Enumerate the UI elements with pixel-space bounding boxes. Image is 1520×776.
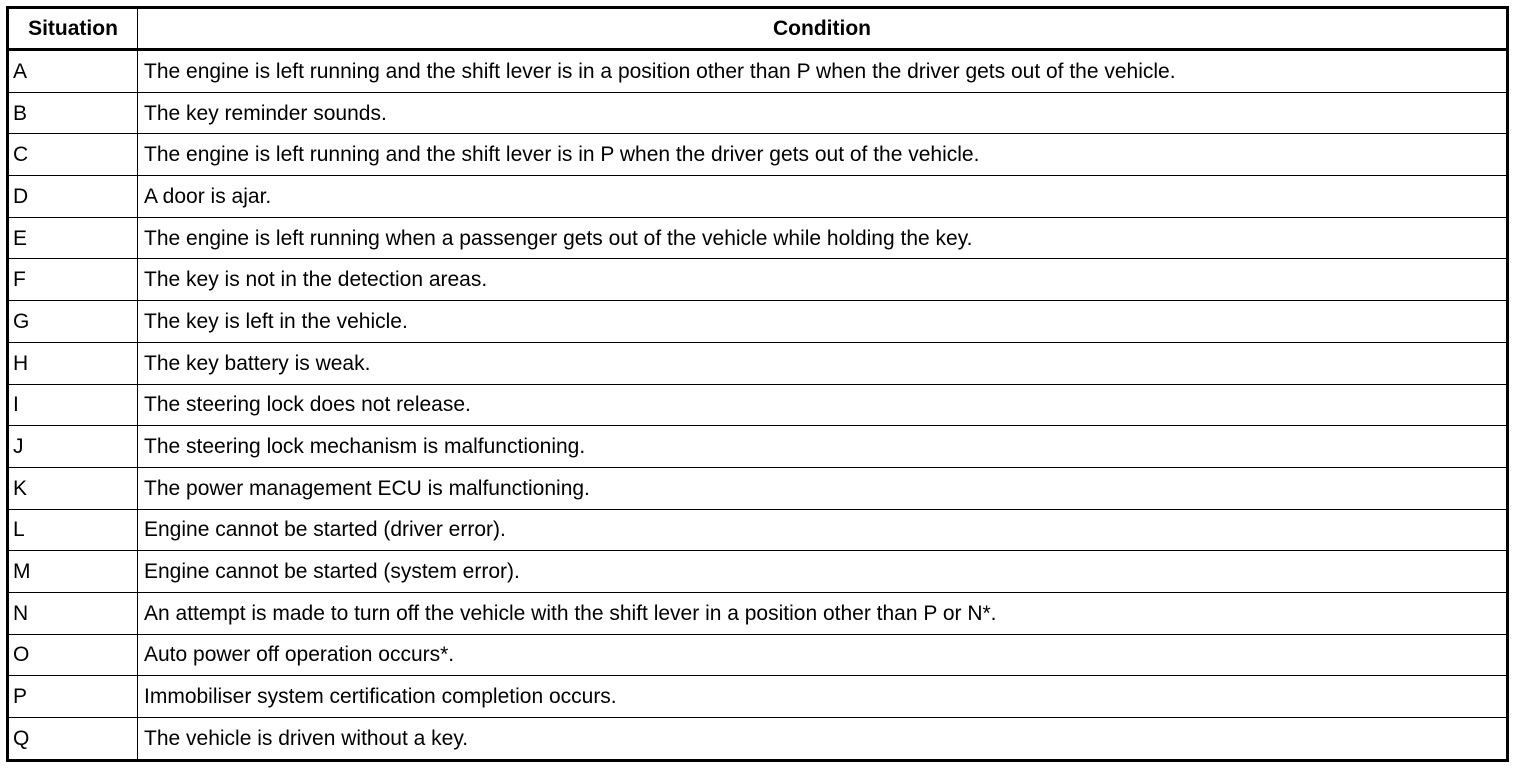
table-row	[8, 176, 1508, 218]
condition-cell: Auto power off operation occurs*.	[138, 634, 1508, 676]
table-row	[8, 551, 1508, 593]
header-condition: Condition	[138, 8, 1508, 50]
condition-cell: The key reminder sounds.	[138, 92, 1508, 134]
condition-cell: Engine cannot be started (driver error).	[138, 509, 1508, 551]
table-row	[8, 50, 1508, 93]
condition-cell: The steering lock mechanism is malfunctioning.	[138, 426, 1508, 468]
condition-cell: The engine is left running and the shift lever is in a position other than P when the driver gets out of the vehicle.	[138, 50, 1508, 93]
table-row	[8, 259, 1508, 301]
condition-cell: An attempt is made to turn off the vehicle with the shift lever in a position other than P or N*.	[138, 592, 1508, 634]
condition-cell: The vehicle is driven without a key.	[138, 718, 1508, 761]
table-row	[8, 217, 1508, 259]
condition-cell: The key is not in the detection areas.	[138, 259, 1508, 301]
condition-cell: The power management ECU is malfunctioning.	[138, 467, 1508, 509]
condition-cell: The key is left in the vehicle.	[138, 301, 1508, 343]
situation-cell: K	[8, 467, 138, 509]
condition-cell: Immobiliser system certification completion occurs.	[138, 676, 1508, 718]
situation-cell: D	[8, 176, 138, 218]
table-row	[8, 676, 1508, 718]
condition-cell: Engine cannot be started (system error).	[138, 551, 1508, 593]
situation-cell: Q	[8, 718, 138, 761]
condition-cell: The engine is left running when a passenger gets out of the vehicle while holding the key.	[138, 217, 1508, 259]
situation-cell: J	[8, 426, 138, 468]
situation-cell: F	[8, 259, 138, 301]
situation-cell: I	[8, 384, 138, 426]
situation-condition-table	[6, 6, 1509, 762]
situation-cell: O	[8, 634, 138, 676]
table-row	[8, 301, 1508, 343]
condition-cell: The steering lock does not release.	[138, 384, 1508, 426]
situation-cell: A	[8, 50, 138, 93]
situation-cell: H	[8, 342, 138, 384]
table-row	[8, 634, 1508, 676]
table-row	[8, 509, 1508, 551]
condition-cell: A door is ajar.	[138, 176, 1508, 218]
situation-cell: P	[8, 676, 138, 718]
table-row	[8, 592, 1508, 634]
condition-cell: The engine is left running and the shift lever is in P when the driver gets out of the vehicle.	[138, 134, 1508, 176]
table-row	[8, 342, 1508, 384]
table-row	[8, 134, 1508, 176]
table-row	[8, 426, 1508, 468]
condition-cell: The key battery is weak.	[138, 342, 1508, 384]
situation-cell: B	[8, 92, 138, 134]
situation-cell: C	[8, 134, 138, 176]
table-row	[8, 92, 1508, 134]
situation-cell: E	[8, 217, 138, 259]
header-situation: Situation	[8, 8, 138, 50]
situation-cell: G	[8, 301, 138, 343]
table-row	[8, 718, 1508, 761]
table-row	[8, 467, 1508, 509]
table-header-row	[8, 8, 1508, 50]
situation-cell: N	[8, 592, 138, 634]
situation-cell: M	[8, 551, 138, 593]
situation-cell: L	[8, 509, 138, 551]
table-row	[8, 384, 1508, 426]
table-body	[8, 50, 1508, 761]
